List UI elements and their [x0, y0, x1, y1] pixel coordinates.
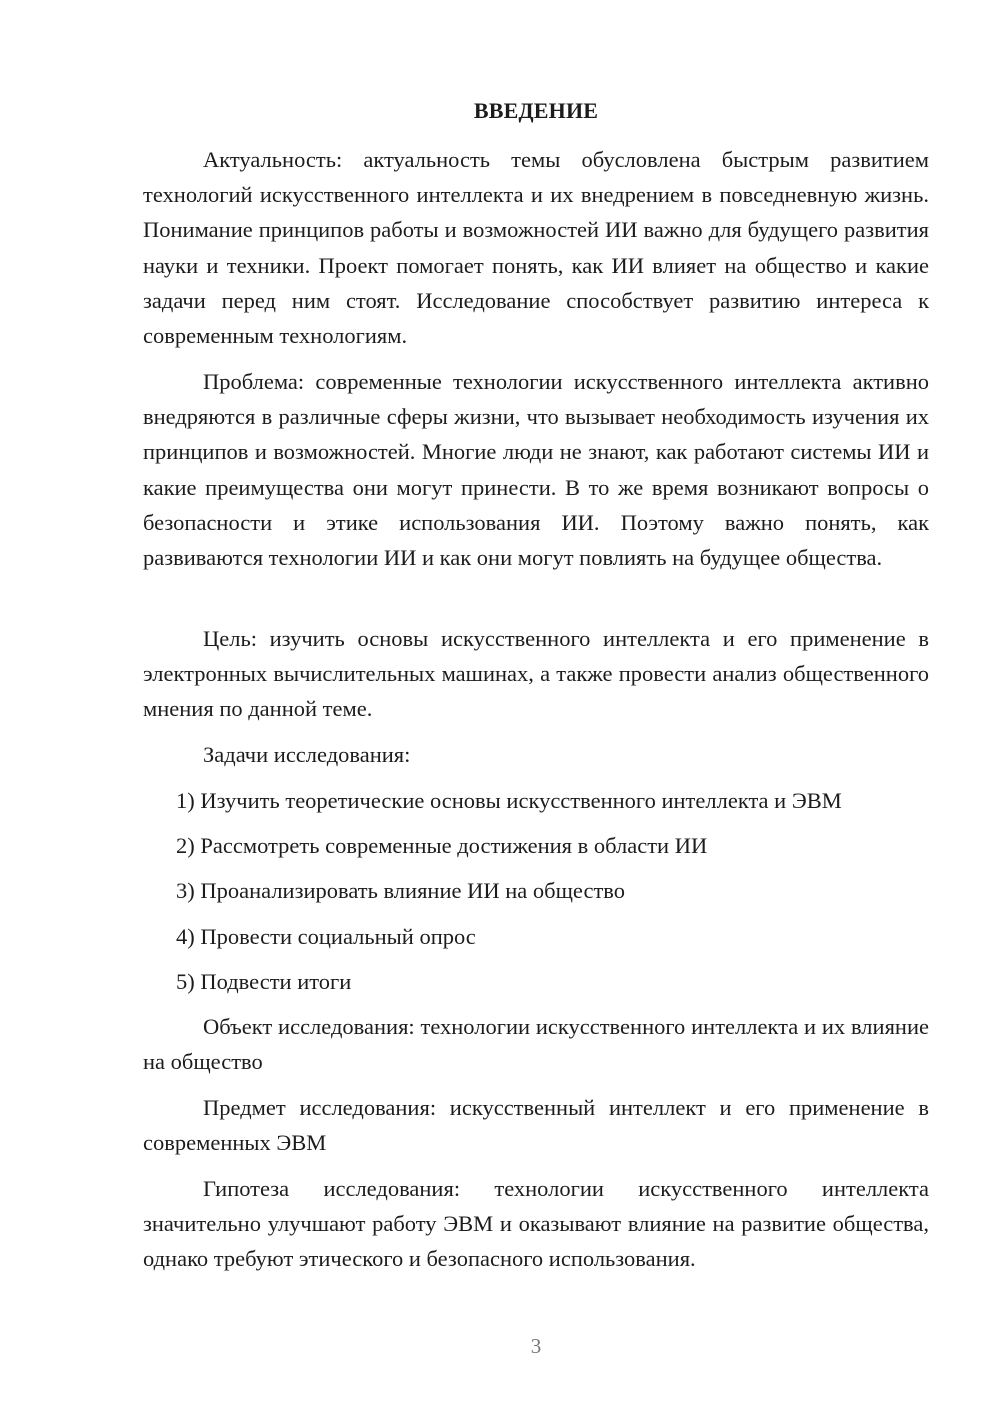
object-paragraph: Объект исследования: технологии искусственного интеллекта и их влияние на общество: [143, 1014, 929, 1075]
relevance-paragraph: Актуальность: актуальность темы обусловлена быстрым развитием технологий искусственного интеллекта и их внедрением в повседневную жизнь. Понимание принципов работы и возможностей ИИ важно для будущего развития науки и техники. Проект помогает понять, как ИИ влияет на общество и какие задачи перед ним стоят. Исследование способствует развитию интереса к современным технологиям.: [143, 147, 929, 349]
tasks-heading: Задачи исследования:: [203, 742, 411, 767]
hypothesis-paragraph: Гипотеза исследования: технологии искусственного интеллекта значительно улучшают работу ЭВМ и оказывают влияние на развитие общества, однако требуют этического и безопасного использования.: [143, 1176, 929, 1272]
subject-paragraph: Предмет исследования: искусственный интеллект и его применение в современных ЭВМ: [143, 1095, 929, 1156]
task-item: 5) Подвести итоги: [176, 969, 352, 994]
problem-paragraph: Проблема: современные технологии искусственного интеллекта активно внедряются в различные сферы жизни, что вызывает необходимость изучения их принципов и возможностей. Многие люди не знают, как работают системы ИИ и какие преимущества они могут принести. В то же время возникают вопросы о безопасности и этике использования ИИ. Поэтому важно понять, как развиваются технологии ИИ и как они могут повлиять на будущее общества.: [143, 369, 929, 571]
goal-paragraph: Цель: изучить основы искусственного интеллекта и его применение в электронных вычислительных машинах, а также провести анализ общественного мнения по данной теме.: [143, 626, 929, 722]
task-item: 4) Провести социальный опрос: [176, 924, 476, 949]
page-number: 3: [530, 1334, 542, 1358]
task-item: 2) Рассмотреть современные достижения в области ИИ: [176, 833, 708, 858]
page-title: ВВЕДЕНИЕ: [473, 98, 599, 123]
task-item: 1) Изучить теоретические основы искусственного интеллекта и ЭВМ: [176, 788, 842, 813]
task-item: 3) Проанализировать влияние ИИ на общество: [176, 878, 626, 903]
